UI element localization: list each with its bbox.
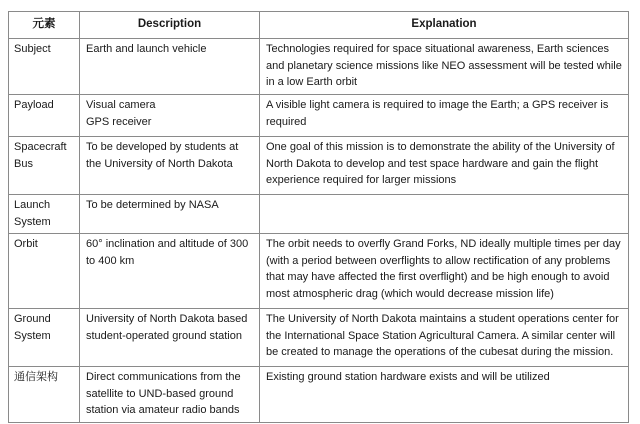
explanation-cell: One goal of this mission is to demonstrate the ability of the University of North Dakota to develop and test space hardware and gain the flight experience required for larger missions (260, 137, 629, 195)
element-cell: 通信架构 (9, 367, 80, 423)
table-row (9, 309, 629, 367)
header-description: Description (80, 12, 260, 39)
description-cell: Earth and launch vehicle (80, 39, 260, 95)
table-header-row (9, 12, 629, 39)
explanation-cell (260, 195, 629, 234)
element-cell: Launch System (9, 195, 80, 234)
table-row (9, 95, 629, 137)
header-explanation: Explanation (260, 12, 629, 39)
table-row (9, 195, 629, 234)
element-cell: Ground System (9, 309, 80, 367)
mission-elements-table (8, 11, 629, 423)
description-cell: 60° inclination and altitude of 300 to 400 km (80, 234, 260, 309)
explanation-cell: The orbit needs to overfly Grand Forks, ND ideally multiple times per day (with a period between overflights to allow rectification of any problems that may have affected the first overflight) and be high enough to avoid most atmospheric drag (which would decrease mission life) (260, 234, 629, 309)
table-row (9, 234, 629, 309)
description-cell: To be developed by students at the University of North Dakota (80, 137, 260, 195)
description-cell: Direct communications from the satellite to UND-based ground station via amateur radio bands (80, 367, 260, 423)
description-cell: University of North Dakota based student-operated ground station (80, 309, 260, 367)
description-cell: To be determined by NASA (80, 195, 260, 234)
table-row (9, 137, 629, 195)
table-row (9, 39, 629, 95)
element-cell: Orbit (9, 234, 80, 309)
element-cell: Spacecraft Bus (9, 137, 80, 195)
table-row (9, 367, 629, 423)
element-cell: Payload (9, 95, 80, 137)
description-cell: Visual camera GPS receiver (80, 95, 260, 137)
element-cell: Subject (9, 39, 80, 95)
header-element: 元素 (9, 12, 80, 39)
explanation-cell: A visible light camera is required to image the Earth; a GPS receiver is required (260, 95, 629, 137)
explanation-cell: Existing ground station hardware exists and will be utilized (260, 367, 629, 423)
explanation-cell: The University of North Dakota maintains a student operations center for the International Space Station Agricultural Camera. A similar center will be created to manage the operations of the cubesat during the mission. (260, 309, 629, 367)
explanation-cell: Technologies required for space situational awareness, Earth sciences and planetary science missions like NEO assessment will be tested while in a low Earth orbit (260, 39, 629, 95)
